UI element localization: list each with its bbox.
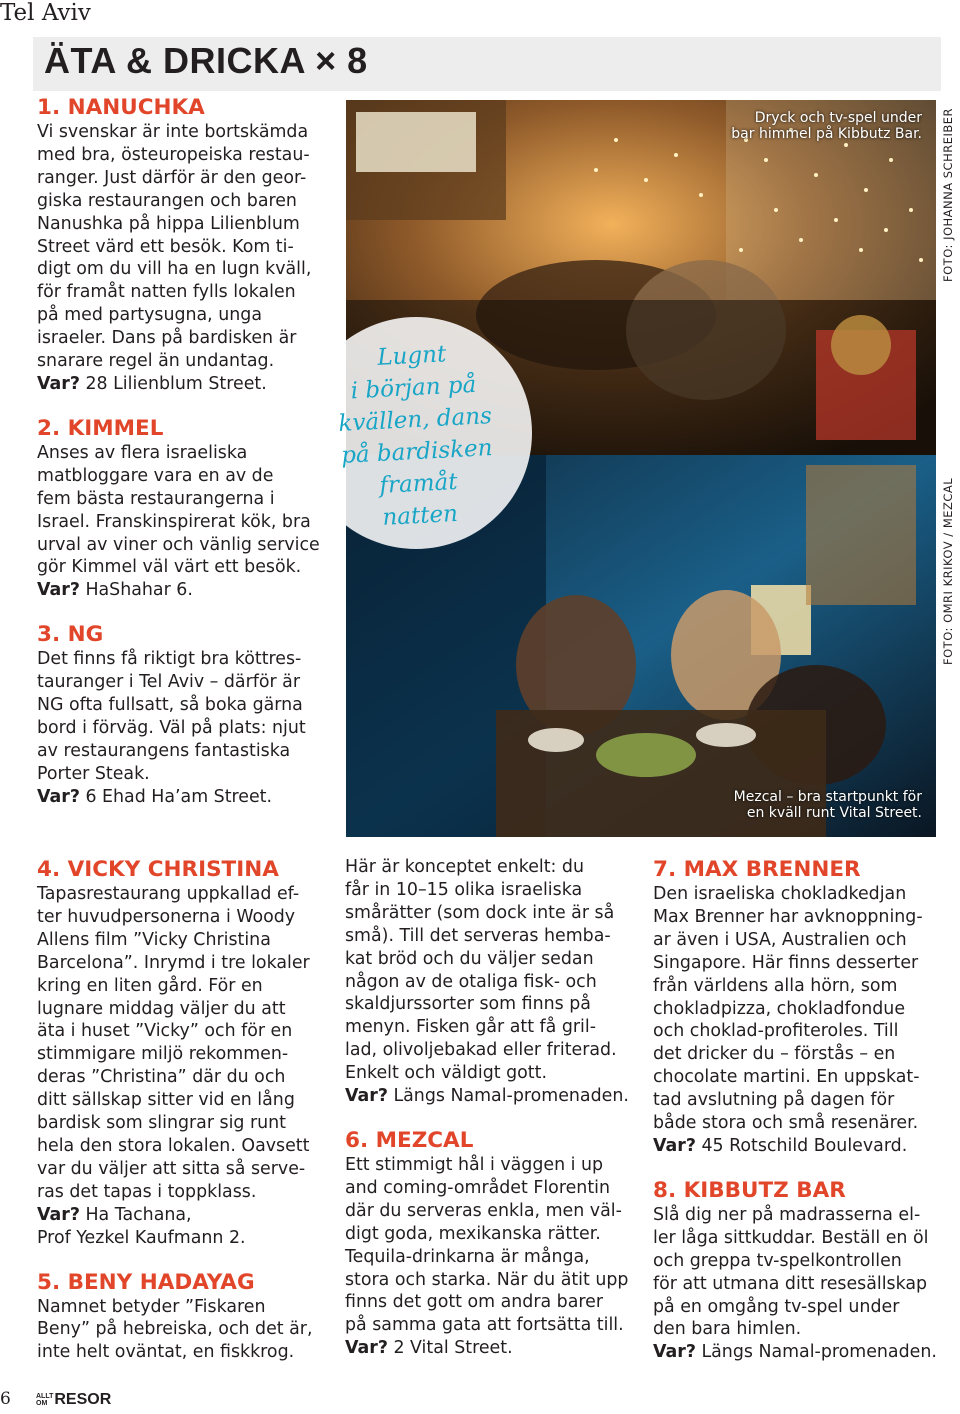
body-line: tauranger i Tel Aviv – därför är (37, 672, 300, 693)
section-body (37, 648, 337, 808)
body-line: på en omgång tv-spel under (653, 1296, 900, 1317)
address-label: Var? (345, 1086, 388, 1107)
page-number: 6 (0, 1389, 11, 1409)
body-line: NG ofta fullsatt, så boka gärna (37, 695, 303, 716)
address-value: Längs Namal-promenaden. (387, 1086, 629, 1107)
body-line: Här är konceptet enkelt: du (345, 857, 584, 877)
body-line: fem bästa restaurangerna i (37, 488, 275, 509)
body-line: där du serveras enkla, men väl- (345, 1200, 622, 1221)
body-line: ler låga sittkuddar. Beställ en öl (653, 1227, 929, 1248)
address-line (653, 1135, 956, 1158)
quote-line: Lugnt (376, 341, 447, 371)
body-line: Tapasrestaurang uppkallad ef- (37, 884, 300, 904)
body-line: Barcelona”. Inrymd i tre lokaler (37, 952, 310, 973)
body-line: den bara himlen. (653, 1319, 802, 1340)
body-line: deras ”Christina” där du och (37, 1067, 286, 1088)
photo-credit: FOTO: JOHANNA SCHREIBER (941, 107, 955, 282)
body-line: får in 10–15 olika israeliska (345, 879, 583, 900)
caption-line: bar himmel på Kibbutz Bar. (731, 126, 922, 142)
quote-line: på bardisken (340, 435, 494, 469)
body-line: Porter Steak. (37, 763, 150, 784)
body-line: äta i huset ”Vicky” och för en (37, 1021, 293, 1042)
pull-quote (313, 335, 519, 537)
body-line: smårätter (som dock inte är så (345, 902, 615, 923)
body-line: Street värd ett besök. Kom ti- (37, 236, 294, 257)
body-line: för framåt natten fylls lokalen (37, 282, 296, 303)
body-line: Enkelt och väldigt gott. (345, 1063, 547, 1084)
body-line: skaldjurssorter som finns på (345, 994, 591, 1015)
section-heading: 1. NANUCHKA (37, 95, 205, 120)
section-heading: 5. BENY HADAYAG (37, 1269, 255, 1295)
address-line (345, 1085, 645, 1108)
body-line: Namnet betyder ”Fiskaren (37, 1296, 266, 1317)
address-line (37, 1204, 337, 1227)
body-line: stora och starka. När du ätit upp (345, 1269, 629, 1290)
body-line: Nanushka på hippa Lilienblum (37, 213, 300, 234)
body-line: det dricker du – förstås – en (653, 1044, 896, 1065)
body-line: Ett stimmigt hål i väggen i up (345, 1154, 604, 1175)
body-line: inte helt oväntat, en fiskkrog. (37, 1342, 295, 1363)
address-label: Var? (37, 580, 80, 601)
body-line: giska restaurangen och baren (37, 190, 297, 211)
address-label: Var? (37, 786, 80, 807)
section-heading: 7. MAX BRENNER (653, 857, 861, 882)
section-body (37, 121, 337, 396)
address-line (37, 786, 337, 809)
body-line: stimmigare miljö rekommen- (37, 1044, 289, 1065)
body-line: och greppa tv-spelkontrollen (653, 1250, 902, 1271)
photo-caption (731, 110, 922, 142)
address-label: Var? (653, 1342, 696, 1363)
photo-credit: FOTO: OMRI KRIKOV / MEZCAL (941, 477, 955, 665)
body-line: Beny” på hebreiska, och det är, (37, 1319, 313, 1340)
address-value: 45 Rotschild Boulevard. (695, 1135, 908, 1156)
body-line: bord i förväg. Väl på plats: njut (37, 717, 306, 738)
logo-small-top: ALLT (36, 1392, 54, 1400)
address-line (37, 579, 337, 602)
body-line: för att utmana ditt resesällskap (653, 1273, 928, 1294)
body-line: gör Kimmel väl värt ett besök. (37, 557, 302, 578)
address-label: Var? (37, 1204, 80, 1225)
address-line (345, 1337, 645, 1360)
body-line: urval av viner och vänlig service (37, 534, 320, 555)
address-line (37, 373, 337, 396)
body-line: Anses av flera israeliska (37, 442, 248, 463)
logo-word: RESOR (54, 1391, 112, 1408)
section-heading: 8. KIBBUTZ BAR (653, 1177, 846, 1203)
body-line: med bra, östeuropeiska restau- (37, 144, 310, 165)
body-line: var du väljer att sitta så serve- (37, 1158, 306, 1179)
caption-line: en kväll runt Vital Street. (746, 805, 922, 821)
body-line: hela den stora lokalen. Oavsett (37, 1135, 310, 1156)
body-line: chokladpizza, chokladfondue (653, 998, 906, 1019)
logo-small-bottom: OM (36, 1399, 48, 1407)
body-line: digt goda, mexikanska rätter. (345, 1223, 601, 1244)
section-heading: 3. NG (37, 622, 104, 648)
section-body (345, 1154, 645, 1360)
body-line: Israel. Franskinspirerat kök, bra (37, 511, 311, 532)
body-line: lad, olivoljebakad eller friterad. (345, 1040, 617, 1061)
column-2-bottom (345, 856, 645, 1360)
body-line: Den israeliska chokladkedjan (653, 884, 907, 904)
address-value: Ha Tachana, (79, 1204, 192, 1225)
section-body (653, 883, 956, 1158)
body-line: någon av de otaliga fisk- och (345, 971, 597, 992)
column-1-top (37, 94, 337, 809)
section-body (653, 1204, 956, 1364)
body-line: and coming-området Florentin (345, 1177, 610, 1198)
section-body (345, 856, 645, 1108)
body-line: ranger. Just därför är den geor- (37, 167, 307, 188)
body-line: ar även i USA, Australien och (653, 929, 907, 950)
section-heading: 4. VICKY CHRISTINA (37, 857, 279, 882)
body-line: ditt sällskap sitter vid en lång (37, 1090, 295, 1111)
body-line: bardisk som slingrar sig runt (37, 1113, 286, 1134)
body-line: kat bröd och du väljer sedan (345, 948, 594, 969)
body-line: på samma gata att fortsätta till. (345, 1315, 624, 1336)
address-value: HaShahar 6. (79, 580, 193, 601)
caption-line: Mezcal – bra startpunkt för (733, 789, 922, 805)
body-line: små). Till det serveras hemba- (345, 925, 611, 946)
body-line: snarare regel än undantag. (37, 351, 275, 372)
body-line: menyn. Fisken går att få gril- (345, 1017, 596, 1038)
quote-line: framåt (378, 468, 459, 499)
body-line: lugnare middag väljer du att (37, 998, 286, 1019)
body-line: digt om du vill ha en lugn kväll, (37, 259, 312, 280)
body-line: israeler. Dans på bardisken är (37, 328, 297, 349)
section-body (37, 442, 337, 602)
body-line: Singapore. Här finns desserter (653, 952, 919, 973)
caption-line: Dryck och tv-spel under (754, 110, 922, 126)
section-body (37, 1296, 337, 1365)
body-line: ter huvudpersonerna i Woody (37, 906, 296, 927)
address-label: Var? (345, 1338, 388, 1359)
body-line: av restaurangens fantastiska (37, 740, 291, 761)
address-value: 28 Lilienblum Street. (79, 373, 267, 394)
address-line: Prof Yezkel Kaufmann 2. (37, 1227, 246, 1248)
section-heading: 6. MEZCAL (345, 1127, 474, 1153)
page-title: ÄTA & DRICKA × 8 (44, 40, 368, 81)
body-line: Vi svenskar är inte bortskämda (37, 122, 309, 142)
section-heading: 2. KIMMEL (37, 415, 164, 441)
quote-line: natten (381, 500, 459, 531)
body-line: Det finns få riktigt bra köttres- (37, 649, 302, 670)
quote-line: kvällen, dans (337, 403, 493, 438)
body-line: Max Brenner har avknoppning- (653, 906, 923, 927)
body-line: tad avslutning på dagen för (653, 1090, 895, 1111)
photo-caption (734, 789, 922, 821)
address-value: 6 Ehad Ha’am Street. (79, 786, 273, 807)
section-name: Tel Aviv (0, 0, 91, 26)
body-line: matbloggare vara en av de (37, 465, 274, 486)
quote-line: i början på (350, 371, 477, 405)
body-line: finns det gott om andra barer (345, 1292, 603, 1313)
body-line: Slå dig ner på madrasserna el- (653, 1204, 921, 1225)
address-value: 2 Vital Street. (387, 1338, 513, 1359)
body-line: chocolate martini. En uppskat- (653, 1067, 920, 1088)
body-line: Tequila-drinkarna är många, (345, 1246, 590, 1267)
logo-small-text (36, 1393, 53, 1407)
address-value: Längs Namal-promenaden. (695, 1342, 937, 1363)
column-3-bottom (653, 856, 956, 1364)
magazine-logo (36, 1391, 111, 1409)
address-label: Var? (653, 1135, 696, 1156)
body-line: kring en liten gård. För en (37, 975, 263, 996)
body-line: ras det tapas i toppklass. (37, 1181, 257, 1202)
body-line: på med partysugna, unga (37, 305, 262, 326)
column-1-bottom (37, 856, 337, 1364)
section-body (37, 883, 337, 1250)
body-line: Allens film ”Vicky Christina (37, 929, 271, 950)
body-line: från världens alla hörn, som (653, 975, 898, 996)
address-line (653, 1341, 956, 1364)
address-label: Var? (37, 373, 80, 394)
body-line: både stora och små resenärer. (653, 1113, 919, 1134)
body-line: och choklad-profiteroles. Till (653, 1021, 899, 1042)
